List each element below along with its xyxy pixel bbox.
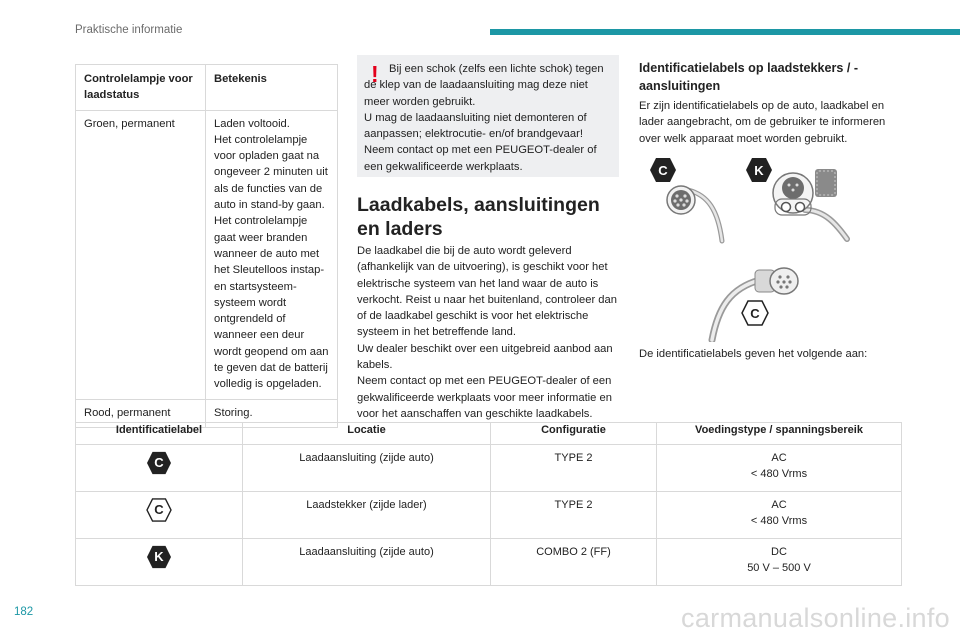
supply-cell: AC < 480 Vrms [657,492,902,539]
label-cell [76,445,243,492]
warning-text: U mag de laadaansluiting niet demonteren of aanpassen; elektrocutie- en/of brandgevaar! [364,111,587,141]
page-number: 182 [14,606,34,618]
label-c-outline-badge: C [146,498,172,522]
status-cell: Rood, permanent [76,399,206,427]
label-cell [76,539,243,586]
column-header-label: Identificatielabel [76,423,243,445]
column-header-location: Locatie [243,423,491,445]
warning-text: Bij een schok (zelfs een lichte schok) tegen de klep van de laadaansluiting mag deze niet meer worden gebruikt. [364,63,604,108]
meaning-text: Laden voltooid. Het controlelampje voor opladen gaat na ongeveer 2 minuten uit als de functies van de auto in stand-by gaan. Het controlelampje gaat weer branden wanneer de auto met het Sleutelloos instap-en startsysteem-systeem wordt ontgrendeld of wanneer een deur wordt geopend om aan te geven dat de batterij volledig is opgeladen. [214,117,329,391]
watermark: carmanualsonline.info [681,603,950,633]
table-row [76,492,902,539]
table-row [76,445,902,492]
paragraph: De laadkabel die bij de auto wordt geleverd (afhankelijk van de uitvoering), is geschikt voor het elektrische systeem van het land waar de auto is verkocht. Reist u naar het buitenland, controleer dan of de laadkabel geschikt is voor het elektrische systeem in het betreffende land. [357,245,617,339]
paragraph: Uw dealer beschikt over een uitgebreid aanbod aan kabels. [357,342,613,372]
meaning-cell [206,110,338,399]
table-header-row [76,65,338,111]
warning-box [357,55,619,177]
table-header-row [76,423,902,445]
configuration-cell: COMBO 2 (FF) [491,539,657,586]
status-cell: Groen, permanent [76,110,206,399]
column-header-meaning: Betekenis [206,65,338,111]
column-header-supply: Voedingstype / spanningsbereik [657,423,902,445]
identification-label-table [75,422,902,586]
column-header-status: Controlelampje voor laadstatus [76,65,206,111]
label-cell [76,492,243,539]
column-header-configuration: Configuratie [491,423,657,445]
table-row [76,539,902,586]
section-heading: Laadkabels, aansluitingen en laders [357,194,600,240]
exclamation-icon: ! [371,61,379,87]
location-cell: Laadaansluiting (zijde auto) [243,539,491,586]
table-row [76,110,338,399]
intro-paragraph: Er zijn identificatielabels op de auto, laadkabel en lader aangebracht, om de gebruiker te informeren over welk apparaat moet worden gebruikt. [639,100,886,145]
location-cell: Laadstekker (zijde lader) [243,492,491,539]
supply-cell: DC 50 V – 500 V [657,539,902,586]
header-accent-bar [490,29,960,35]
section-subheading: Identificatielabels op laadstekkers / -aansluitingen [639,61,859,93]
configuration-cell: TYPE 2 [491,492,657,539]
label-c-outline-badge: C [741,300,769,326]
supply-cell: AC < 480 Vrms [657,445,902,492]
running-header: Praktische informatie [75,24,183,36]
label-c-badge: C [146,451,172,475]
location-cell: Laadaansluiting (zijde auto) [243,445,491,492]
configuration-cell: TYPE 2 [491,445,657,492]
charge-status-table [75,64,338,428]
warning-text: Neem contact op met een PEUGEOT-dealer of een gekwalificeerde werkplaats. [364,144,597,173]
paragraph: Neem contact op met een PEUGEOT-dealer of een gekwalificeerde werkplaats voor meer informatie en voor het aanschaffen van geschikte laadkabels. [357,375,612,420]
labels-lead-in: De identificatielabels geven het volgende aan: [639,348,868,360]
label-k-badge: K [146,545,172,569]
meaning-cell: Storing. [206,399,338,427]
label-c-badge: C [649,157,677,183]
label-k-badge: K [745,157,773,183]
section-body [357,243,619,422]
